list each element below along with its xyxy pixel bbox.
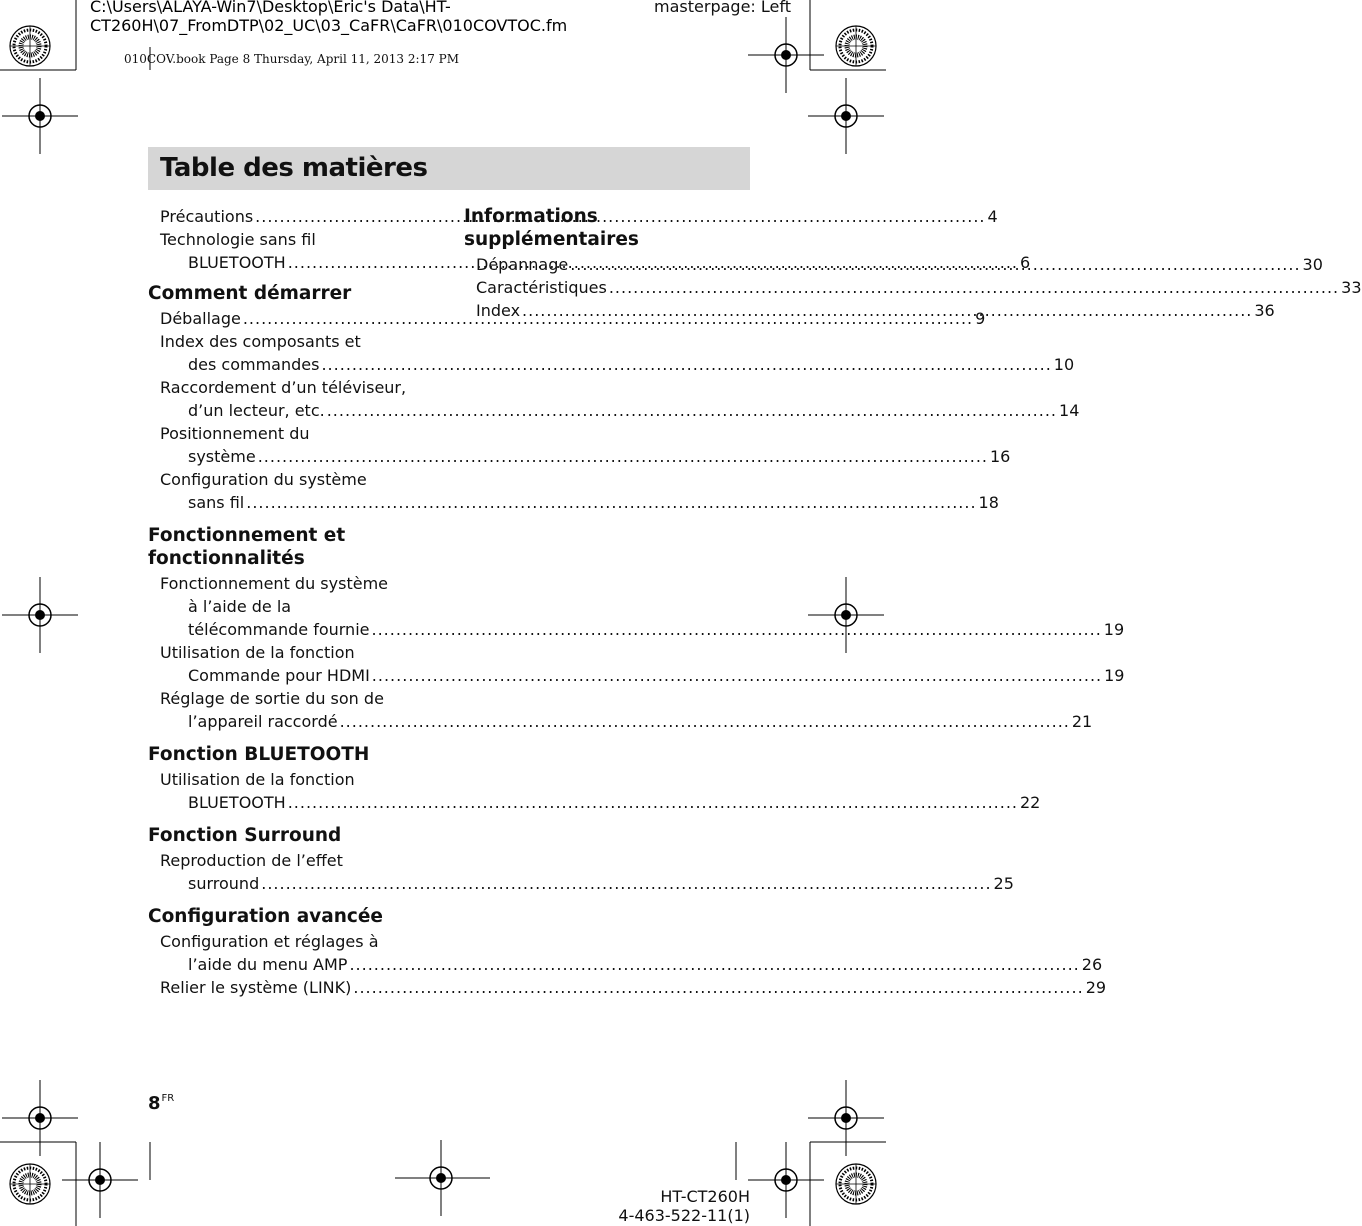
toc-entry-text: surround — [188, 874, 260, 893]
toc-entry-line — [476, 253, 1323, 276]
toc-entry-line: Raccordement d’un téléviseur, — [160, 378, 407, 397]
dot-leader — [349, 955, 1079, 974]
toc-entry-line — [160, 399, 1080, 422]
toc-entry-text: d’un lecteur, etc. — [188, 401, 325, 420]
toc-entry-line — [160, 710, 1093, 733]
part-number: 4-463-522-11(1) — [618, 1206, 750, 1225]
toc-entry-line — [160, 618, 1125, 641]
toc-page-number: 26 — [1081, 955, 1103, 974]
toc-section-heading: Fonction Surround — [148, 825, 342, 846]
toc-entry-text: Précautions — [160, 207, 254, 226]
toc-entry-line: à l’aide de la — [188, 597, 292, 616]
toc-entry-line: Réglage de sortie du son de — [160, 689, 384, 708]
toc-entry-text: BLUETOOTH — [188, 253, 286, 272]
dot-leader — [372, 666, 1102, 685]
toc-entry-text: l’aide du menu AMP — [188, 955, 348, 974]
masterpage-label: masterpage: Left — [654, 0, 791, 16]
toc-entry-text: des commandes — [188, 355, 320, 374]
toc-entry-line — [160, 872, 1014, 895]
toc-entry — [148, 422, 1011, 468]
toc-page-number: 6 — [1020, 253, 1031, 272]
dot-leader — [261, 874, 991, 893]
toc-entry-line — [160, 976, 1107, 999]
file-path-line2: CT260H\07_FromDTP\02_UC\03_CaFR\CaFR\010COVTOC.fm — [90, 16, 568, 35]
toc-entry-line: Configuration du système — [160, 470, 367, 489]
toc-page-number: 29 — [1085, 978, 1107, 997]
dot-leader — [258, 447, 988, 466]
toc-entry — [464, 299, 1275, 322]
toc-page-number: 19 — [1104, 666, 1125, 685]
toc-entry-line — [160, 791, 1041, 814]
toc-entry-text: système — [188, 447, 256, 466]
toc-entry — [148, 572, 1125, 641]
toc-entry-text: Index — [476, 301, 521, 320]
toc-page-number: 9 — [975, 309, 986, 328]
model-name: HT-CT260H — [660, 1187, 750, 1206]
dot-leader — [522, 301, 1252, 320]
toc-entry-line: Utilisation de la fonction — [160, 643, 355, 662]
toc-entry — [148, 768, 1041, 814]
toc-section-heading: Fonction BLUETOOTH — [148, 744, 370, 765]
dot-leader — [246, 493, 976, 512]
toc-entry — [148, 849, 1014, 895]
toc-entry-text: Relier le système (LINK) — [160, 978, 352, 997]
toc-page-number: 36 — [1254, 301, 1275, 320]
toc-entry-line — [476, 276, 1362, 299]
toc-entry-text: Dépannage — [476, 255, 569, 274]
toc-entry-text: sans fil — [188, 493, 245, 512]
toc-entry — [148, 641, 1125, 687]
toc-page-number: 30 — [1302, 255, 1323, 274]
toc-section-heading: Fonctionnement et fonctionnalités — [148, 525, 346, 569]
toc-entry-line — [160, 664, 1125, 687]
toc-entry-line: Reproduction de l’effet — [160, 851, 343, 870]
toc-entry — [148, 976, 1107, 999]
toc-entry-line — [160, 491, 999, 514]
toc-entry-text: l’appareil raccordé — [188, 712, 338, 731]
dot-leader — [609, 278, 1339, 297]
toc-entry-line — [160, 353, 1075, 376]
toc-entry — [148, 687, 1093, 733]
file-path-line1: C:\Users\ALAYA-Win7\Desktop\Eric's Data\HT- — [90, 0, 451, 16]
toc-entry-line — [160, 953, 1103, 976]
toc-entry — [148, 376, 1080, 422]
dot-leader — [327, 401, 1057, 420]
toc-entry-text: Caractéristiques — [476, 278, 607, 297]
toc-section-heading: Configuration avancée — [148, 906, 383, 927]
dot-leader — [570, 255, 1300, 274]
book-info: 010COV.book Page 8 Thursday, April 11, 2013 2:17 PM — [124, 52, 460, 66]
toc-entry-text: télécommande fournie — [188, 620, 370, 639]
toc-page-number: 4 — [987, 207, 998, 226]
page-number-suffix: FR — [161, 1093, 175, 1104]
toc-entry-text: Commande pour HDMI — [188, 666, 370, 685]
toc-entry-line: Utilisation de la fonction — [160, 770, 355, 789]
page-number-value: 8 — [148, 1093, 161, 1114]
page-title: Table des matières — [160, 153, 428, 183]
toc-entry-line: Technologie sans fil — [160, 230, 316, 249]
toc-page-number: 18 — [978, 493, 999, 512]
toc-entry — [148, 930, 1103, 976]
dot-leader — [353, 978, 1083, 997]
file-path — [90, 0, 567, 35]
toc-entry — [464, 253, 1323, 276]
dot-leader — [371, 620, 1101, 639]
toc-page-number: 22 — [1020, 793, 1041, 812]
dot-leader — [288, 793, 1018, 812]
dot-leader — [321, 355, 1051, 374]
dot-leader — [340, 712, 1070, 731]
toc-entry — [148, 330, 1075, 376]
toc-entry-line — [160, 445, 1011, 468]
toc-entry-line: Positionnement du — [160, 424, 310, 443]
toc-page-number: 10 — [1053, 355, 1075, 374]
toc-page-number: 21 — [1071, 712, 1093, 731]
toc-entry — [464, 276, 1362, 299]
toc-section-heading: Comment démarrer — [148, 283, 352, 304]
toc-page-number: 33 — [1341, 278, 1362, 297]
toc-entry-line: Configuration et réglages à — [160, 932, 379, 951]
page-number — [148, 1093, 174, 1114]
model-info — [618, 1187, 750, 1225]
toc-page-number: 14 — [1059, 401, 1080, 420]
toc-entry-line: Fonctionnement du système — [160, 574, 388, 593]
toc-entry-line: Index des composants et — [160, 332, 361, 351]
toc-entry-text: BLUETOOTH — [188, 793, 286, 812]
toc-section-heading: Informations supplémentaires — [464, 206, 639, 250]
toc-entry — [148, 468, 999, 514]
toc-entry-text: Déballage — [160, 309, 241, 328]
toc-right-column — [464, 205, 1362, 322]
toc-page-number: 25 — [993, 874, 1014, 893]
toc-page-number: 16 — [990, 447, 1011, 466]
toc-page-number: 19 — [1103, 620, 1125, 639]
toc-title-bar — [148, 147, 750, 190]
toc-entry-line — [476, 299, 1275, 322]
